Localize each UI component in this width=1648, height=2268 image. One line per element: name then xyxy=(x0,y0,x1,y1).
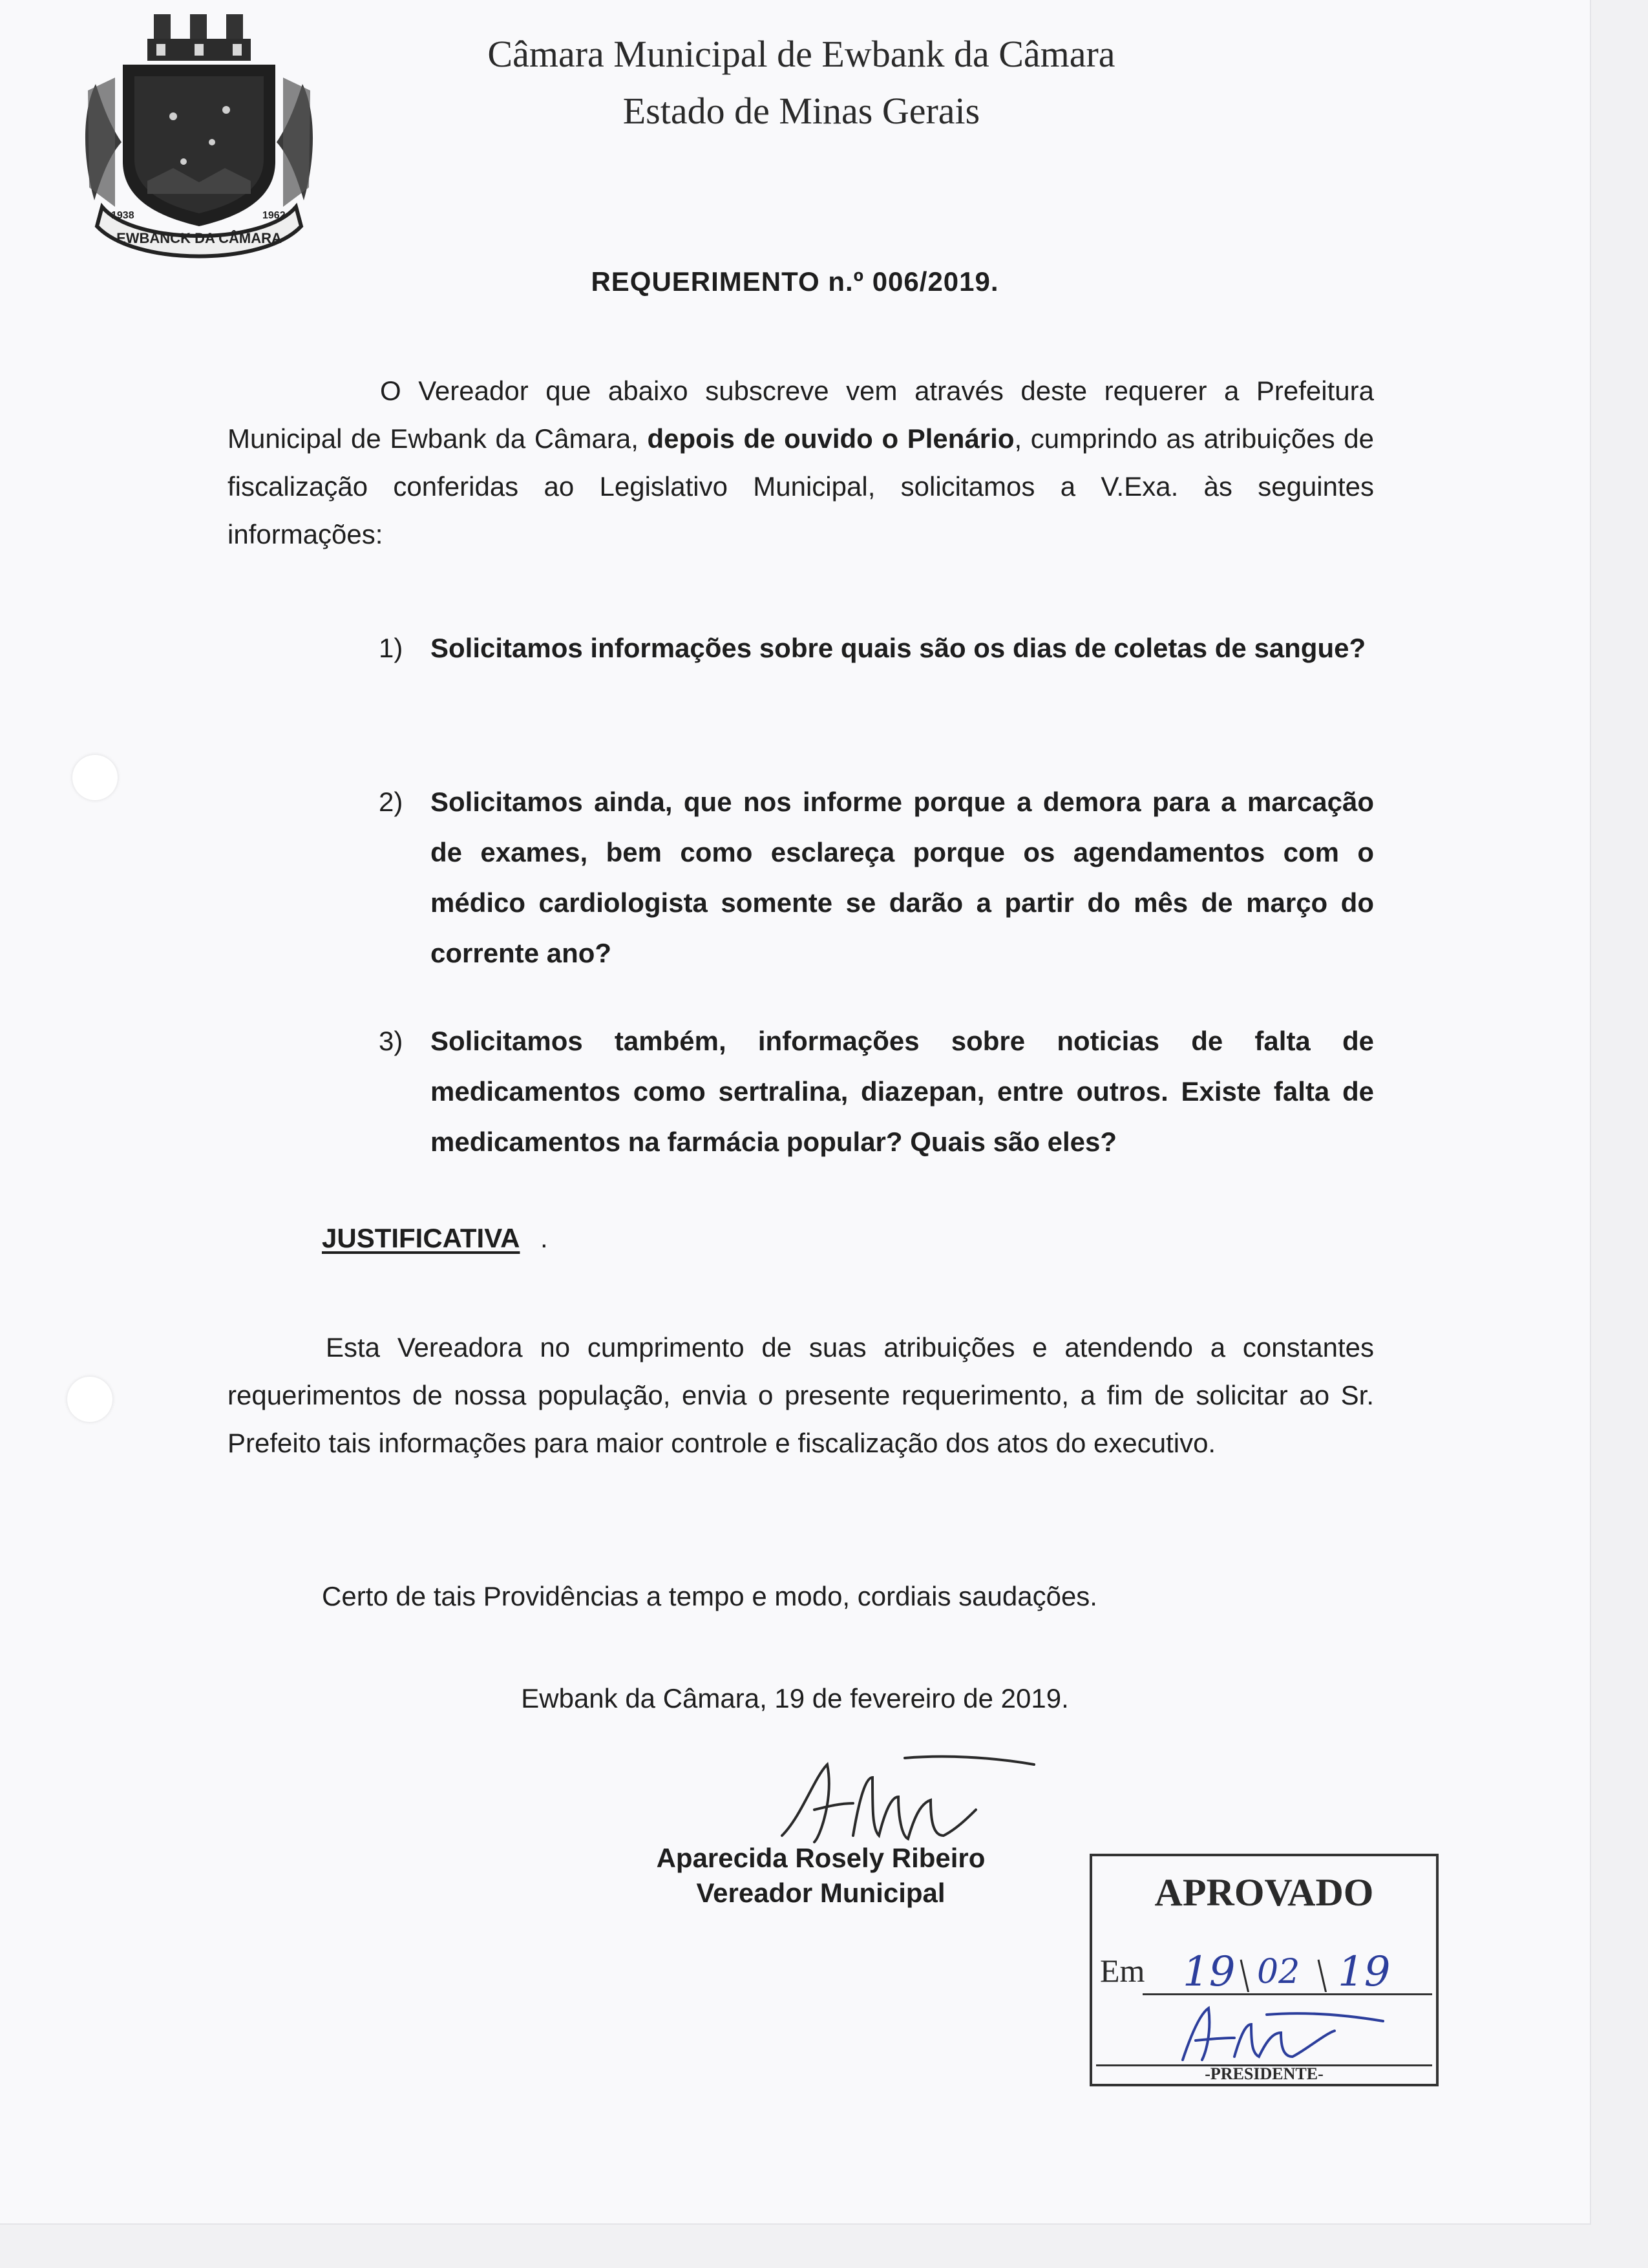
svg-text:02: 02 xyxy=(1257,1953,1300,1991)
closing-salutation: Certo de tais Providências a tempo e modo, cordiais saudações. xyxy=(322,1581,1097,1611)
stamp-handwritten-date xyxy=(1150,1934,1435,1992)
municipal-crest-icon xyxy=(76,13,322,265)
svg-text:1962: 1962 xyxy=(262,210,286,221)
stamp-role: -PRESIDENTE- xyxy=(1205,2064,1324,2083)
svg-text:19: 19 xyxy=(1183,1948,1236,1992)
request-item-2: 2) Solicitamos ainda, que nos informe porque a demora para a marcação de exames, bem como esclareça porque os agendamentos com o médico cardiologista somente se darão a partir do mês de março do corrente ano? xyxy=(379,787,1374,968)
signer-role: Vereador Municipal xyxy=(696,1878,945,1908)
svg-text:1938: 1938 xyxy=(111,210,134,221)
punch-hole xyxy=(72,755,118,800)
letterhead-chamber: Câmara Municipal de Ewbank da Câmara xyxy=(487,33,1115,75)
signer-name: Aparecida Rosely Ribeiro xyxy=(656,1843,986,1873)
punch-hole xyxy=(67,1377,112,1422)
letterhead-state: Estado de Minas Gerais xyxy=(622,90,980,132)
intro-paragraph: O Vereador que abaixo subscreve vem através deste requerer a Prefeitura Municipal de Ewbank da Câmara, depois de ouvido o Plenário, cumprindo as atribuições de fiscalização conferidas ao Legislativo Municipal, solicitamos a V.Exa. às seguintes informações: xyxy=(227,376,1374,549)
signer-block xyxy=(620,1841,1021,1911)
stamp-em-label: Em xyxy=(1100,1953,1145,1989)
justification-paragraph: Esta Vereadora no cumprimento de suas atribuições e atendendo a constantes requerimentos de nossa população, envia o presente requerimento, a fim de solicitar ao Sr. Prefeito tais informações para maior controle e fiscalização dos atos do executivo. xyxy=(227,1332,1374,1458)
svg-text:19: 19 xyxy=(1338,1948,1391,1992)
stamp-title: APROVADO xyxy=(1154,1871,1374,1914)
letterhead xyxy=(362,26,1241,140)
stamp-signature-image xyxy=(1170,1995,1389,2066)
approval-stamp xyxy=(1090,1854,1439,2086)
request-item-1: 1) Solicitamos informações sobre quais são os dias de coletas de sangue? xyxy=(379,633,1366,663)
svg-text:EWBANCK DA CÂMARA: EWBANCK DA CÂMARA xyxy=(116,230,282,246)
justification-heading: JUSTIFICATIVA xyxy=(322,1223,520,1253)
justification-heading-period: . xyxy=(540,1223,548,1253)
request-item-3: 3) Solicitamos também, informações sobre noticias de falta de medicamentos como sertralina, diazepan, entre outros. Existe falta de medicamentos na farmácia popular? Quais são eles? xyxy=(379,1026,1374,1157)
document-title: REQUERIMENTO n.º 006/2019. xyxy=(591,266,999,297)
place-date: Ewbank da Câmara, 19 de fevereiro de 2019. xyxy=(521,1683,1069,1713)
